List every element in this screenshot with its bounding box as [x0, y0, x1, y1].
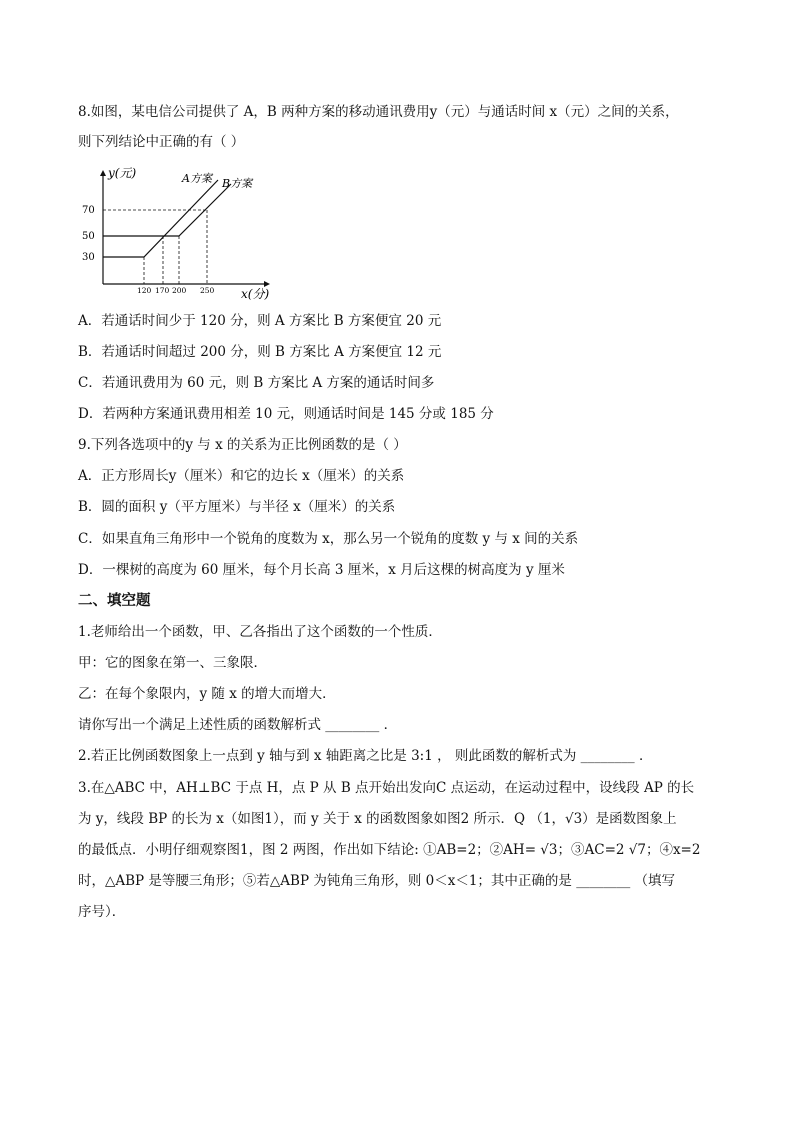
fill3-line5: 序号）． [78, 904, 126, 920]
line-plan-a [103, 180, 218, 257]
line-plan-b [103, 184, 231, 236]
fill2-line1: 2.若正比例函数图象上一点到 y 轴与到 x 轴距离之比是 3:1 ， 则此函数的解析式为 ________ ． [78, 748, 653, 764]
x-axis-label: x(分) [241, 287, 270, 301]
x-tick-170: 170 [155, 286, 170, 295]
plan-b-label: B方案 [222, 177, 253, 190]
q9-option-b: B．圆的面积 y（平方厘米）与半径 x（厘米）的关系 [78, 499, 396, 515]
q8-stem-line1: 8.如图，某电信公司提供了 A，B 两种方案的移动通讯费用y（元）与通话时间 x（元）之间的关系， [78, 104, 679, 120]
fill3-line3: 的最低点．小明仔细观察图1，图 2 两图，作出如下结论: ①AB=2；②AH= √3；③AC=2 √7；④x=2 [78, 842, 701, 858]
q8-option-d: D．若两种方案通讯费用相差 10 元，则通话时间是 145 分或 185 分 [78, 406, 494, 422]
q9-option-a: A．正方形周长y（厘米）和它的边长 x（厘米）的关系 [78, 468, 405, 484]
fill3-line2: 为 y，线段 BP 的长为 x（如图1），而 y 关于 x 的函数图象如图2 所示．Q （1，√3）是函数图象上 [78, 811, 677, 827]
fill1-line3: 乙：在每个象限内，y 随 x 的增大而增大． [78, 686, 336, 702]
y-tick-30: 30 [82, 252, 95, 263]
q9-option-d: D．一棵树的高度为 60 厘米，每个月长高 3 厘米，x 月后这棵的树高度为 y 厘米 [78, 562, 565, 578]
q8-stem-line2: 则下列结论中正确的有（ ） [78, 134, 245, 150]
fill3-line1: 3.在△ABC 中，AH⊥BC 于点 H，点 P 从 B 点开始出发向C 点运动，在运动过程中，设线段 AP 的长 [78, 780, 695, 796]
q8-option-b: B．若通话时间超过 200 分，则 B 方案比 A 方案便宜 12 元 [78, 344, 442, 360]
plan-a-label: A方案 [182, 172, 212, 185]
y-axis-label: y(元) [108, 166, 137, 180]
x-tick-200: 200 [172, 286, 187, 295]
section-title-fill-in: 二、填空题 [78, 593, 151, 609]
y-tick-70: 70 [82, 205, 95, 216]
fill1-line2: 甲：它的图象在第一、三象限． [78, 655, 267, 671]
y-axis-arrow [100, 170, 106, 176]
q8-option-c: C．若通讯费用为 60 元，则 B 方案比 A 方案的通话时间多 [78, 375, 435, 391]
y-tick-50: 50 [82, 231, 95, 242]
x-tick-250: 250 [200, 286, 215, 295]
fill1-line1: 1.老师给出一个函数，甲、乙各指出了这个函数的一个性质． [78, 624, 442, 640]
fill3-line4: 时，△ABP 是等腰三角形；⑤若△ABP 为钝角三角形，则 0＜x＜1；其中正确的是 ________ （填写 [78, 873, 676, 889]
q9-stem: 9.下列各选项中的y 与 x 的关系为正比例函数的是（ ） [78, 437, 407, 453]
x-tick-120: 120 [137, 286, 152, 295]
q9-option-c: C．如果直角三角形中一个锐角的度数为 x，那么另一个锐角的度数 y 与 x 间的关系 [78, 531, 579, 547]
fill1-line4: 请你写出一个满足上述性质的函数解析式 ________ ． [78, 717, 398, 733]
q8-option-a: A．若通话时间少于 120 分，则 A 方案比 B 方案便宜 20 元 [78, 313, 442, 329]
q8-graph [78, 162, 288, 304]
